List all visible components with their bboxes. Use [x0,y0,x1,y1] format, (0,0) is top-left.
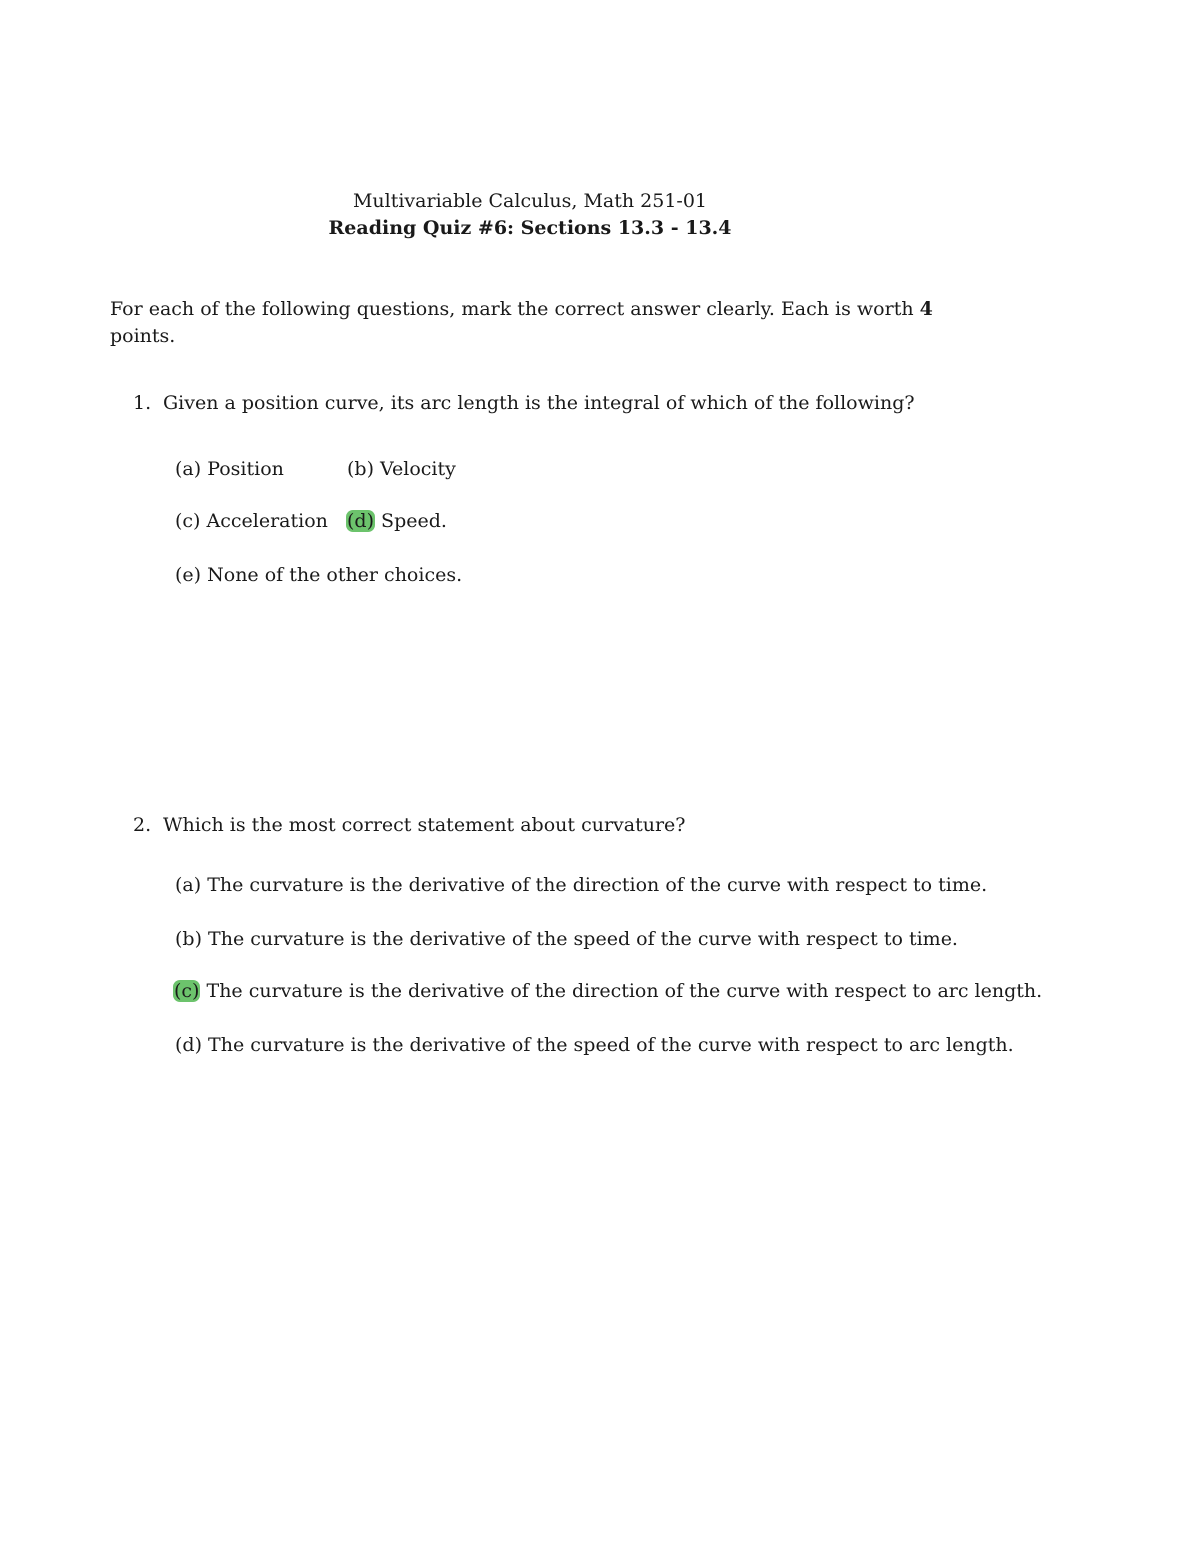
choice-text: The curvature is the derivative of the speed of the curve with respect to arc length. [208,1034,1014,1056]
quiz-subtitle: Reading Quiz #6: Sections 13.3 - 13.4 [328,217,732,239]
instructions [110,296,960,350]
choice-label: (c) [175,510,201,532]
choice-label: (d) [175,1034,202,1056]
answer-highlight: (d) [347,510,374,532]
instructions-text-end: points. [110,325,176,347]
choice-1c[interactable] [175,510,328,532]
choice-text: Velocity [380,458,456,480]
choice-1d[interactable] [346,510,447,532]
choice-text: Speed. [381,510,447,532]
choice-2b[interactable] [175,928,958,950]
choice-label: (a) [175,458,202,480]
points-value: 4 [919,298,933,320]
choice-2d[interactable] [175,1034,1014,1056]
choice-text: The curvature is the derivative of the direction of the curve with respect to arc length. [206,980,1043,1002]
choice-label: (b) [347,458,374,480]
choice-label: (b) [175,928,202,950]
choice-label: (e) [175,564,202,586]
choice-label: (a) [175,874,202,896]
question-1 [133,392,1053,414]
course-title: Multivariable Calculus, Math 251-01 [352,190,708,212]
question-text: Given a position curve, its arc length is the integral of which of the following? [163,392,915,414]
choice-text: Acceleration [206,510,328,532]
choice-text: Position [207,458,284,480]
question-2 [133,814,1053,836]
question-text: Which is the most correct statement about curvature? [163,814,686,836]
instructions-text: For each of the following questions, mark the correct answer clearly. Each is worth [110,298,920,320]
choice-text: None of the other choices. [207,564,463,586]
choice-2c[interactable] [173,980,1042,1002]
choice-1e[interactable] [175,564,462,586]
choice-2a[interactable] [175,874,987,896]
answer-highlight: (c) [174,980,200,1002]
choice-1a[interactable] [175,458,284,480]
choice-1b[interactable] [347,458,456,480]
question-number: 1. [133,392,152,414]
quiz-title [0,188,1060,242]
choice-text: The curvature is the derivative of the speed of the curve with respect to time. [208,928,958,950]
choice-text: The curvature is the derivative of the direction of the curve with respect to time. [207,874,988,896]
question-number: 2. [133,814,152,836]
